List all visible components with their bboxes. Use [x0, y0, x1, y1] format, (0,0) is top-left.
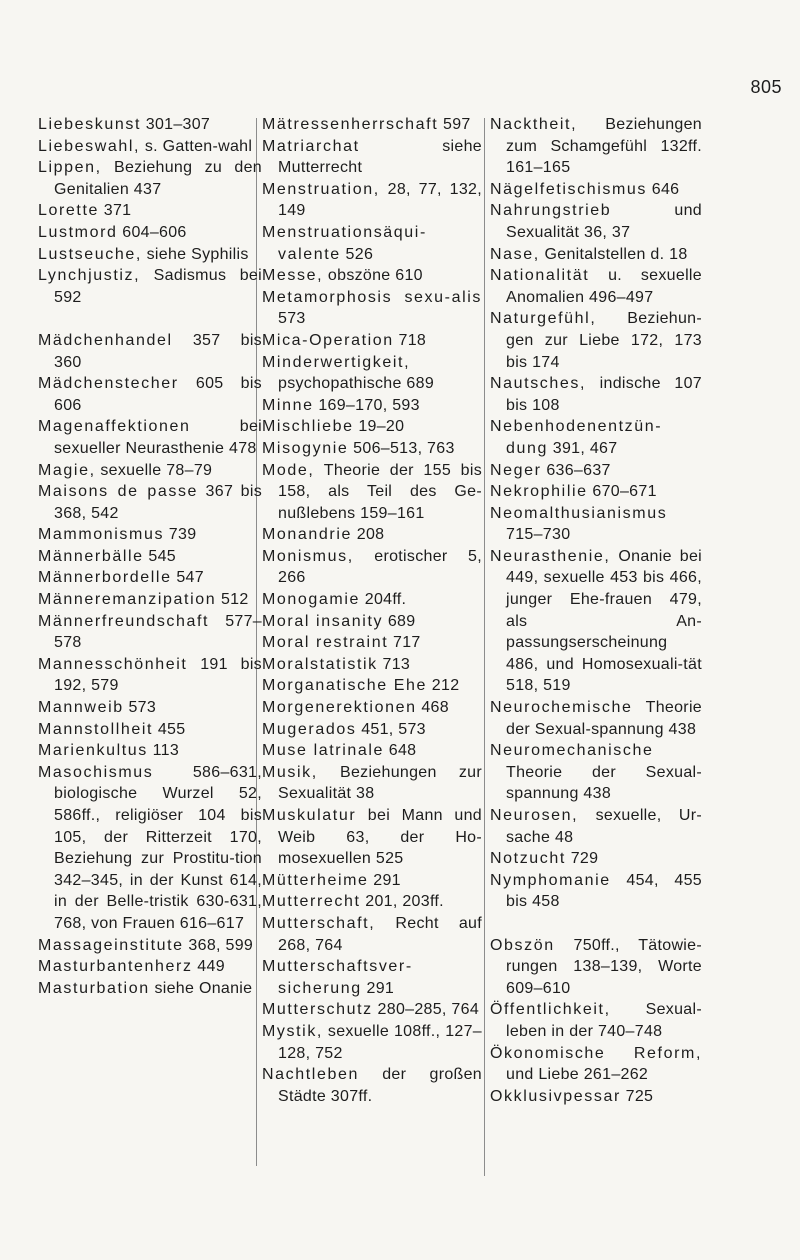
- index-references: 454, 455 bis 458: [506, 871, 702, 911]
- index-term: Magenaffektionen: [38, 418, 191, 436]
- index-term: Nekrophilie: [490, 483, 588, 501]
- index-entry: [490, 503, 702, 546]
- index-references: 512: [216, 591, 249, 609]
- index-references: 577–578: [54, 612, 262, 652]
- index-references: 201, 203ff.: [360, 893, 444, 911]
- index-entry: [262, 611, 482, 633]
- index-references: 367 bis 368, 542: [54, 483, 262, 522]
- index-entry: [262, 632, 482, 654]
- index-entry: [262, 179, 482, 222]
- index-entry: [490, 179, 702, 201]
- index-term: Nationalität: [490, 267, 590, 285]
- index-references: u. sexuelle Anomalien 496–497: [506, 267, 702, 306]
- index-references: 113: [147, 742, 180, 760]
- index-entry: [262, 114, 482, 136]
- index-entry: [262, 891, 482, 913]
- index-entry: [38, 546, 262, 568]
- index-entry: [262, 438, 482, 460]
- index-entry: [262, 352, 482, 395]
- index-references: Beziehungen zum Schamgefühl 132ff. 161–165: [506, 116, 702, 177]
- index-term: Nymphomanie: [490, 871, 611, 889]
- index-column-2: [262, 114, 482, 1107]
- index-references: Sadismus bei 592: [54, 267, 262, 306]
- index-references: 204ff.: [360, 591, 407, 609]
- index-column-1: [38, 114, 262, 999]
- index-references: 729: [565, 850, 599, 868]
- index-references: 670–671: [587, 483, 657, 501]
- index-column-3: [490, 114, 702, 1107]
- index-term: Öffentlichkeit,: [490, 1001, 611, 1019]
- index-references: Onanie bei 449, sexuelle 453 bis 466, junger Ehe-frauen 479, als An-passungserscheinung 486, und Homosexuali-tät 518, 519: [506, 547, 702, 695]
- index-entry: [262, 589, 482, 611]
- index-entry: [262, 913, 482, 956]
- index-term: Monandrie: [262, 526, 353, 544]
- index-entry: [262, 546, 482, 589]
- index-references: Beziehung zu den Genitalien 437: [54, 159, 262, 198]
- index-term: Masturbantenherz: [38, 958, 193, 976]
- index-references: 573: [278, 310, 306, 328]
- index-references: der großen Städte 307ff.: [278, 1066, 482, 1105]
- index-references: 718: [393, 331, 427, 349]
- index-entry: [490, 481, 702, 503]
- index-term: Matriarchat: [262, 137, 360, 155]
- index-references: 636–637: [541, 461, 611, 479]
- index-term: Mutterschutz: [262, 1001, 373, 1019]
- index-term: Neger: [490, 461, 542, 479]
- index-entry: [38, 567, 262, 589]
- index-entry: [262, 395, 482, 417]
- index-entry: [38, 265, 262, 308]
- index-references: 689: [383, 612, 416, 630]
- index-references: 191 bis 192, 579: [54, 655, 262, 695]
- index-entry: [490, 373, 702, 416]
- index-references: 301–307: [141, 116, 211, 133]
- index-references: bei sexueller Neurasthenie 478: [54, 418, 262, 457]
- index-entry: [262, 675, 482, 697]
- index-term: Männerbälle: [38, 547, 144, 565]
- index-entry: [490, 200, 702, 243]
- index-references: 739: [164, 526, 197, 544]
- index-entry: [262, 956, 482, 999]
- index-references: s. Gatten-wahl: [140, 137, 253, 155]
- index-term: Nacktheit,: [490, 116, 578, 133]
- index-entry: [38, 460, 262, 482]
- index-entry: [490, 740, 702, 805]
- index-entry: [490, 308, 702, 373]
- index-entry: [490, 265, 702, 308]
- index-term: Moral restraint: [262, 634, 389, 652]
- index-entry: [262, 870, 482, 892]
- index-references: Theorie der 155 bis 158, als Teil des Ge-nußlebens 159–161: [278, 461, 482, 522]
- index-entry: [490, 935, 702, 1000]
- index-entry: [38, 524, 262, 546]
- index-entry: [262, 719, 482, 741]
- index-references: 605 bis 606: [54, 375, 262, 414]
- index-references: 545: [143, 547, 176, 565]
- index-term: Moralstatistik: [262, 655, 378, 673]
- index-term: Naturgefühl,: [490, 310, 597, 328]
- index-references: erotischer 5, 266: [278, 547, 482, 587]
- index-references: 291: [368, 871, 401, 889]
- index-term: Männerfreundschaft: [38, 612, 210, 630]
- index-entry: [38, 589, 262, 611]
- index-entry: [262, 265, 482, 287]
- index-references: 717: [388, 634, 421, 652]
- index-term: Obszön: [490, 936, 555, 954]
- index-term: Morgenerektionen: [262, 699, 417, 717]
- index-references: 357 bis 360: [54, 331, 262, 371]
- index-term: Lynchjustiz,: [38, 267, 141, 285]
- index-term: Mischliebe: [262, 418, 354, 436]
- index-references: und Sexualität 36, 37: [506, 202, 702, 241]
- index-references: 212: [427, 677, 460, 695]
- index-term: Mammonismus: [38, 526, 165, 544]
- index-entry: [262, 524, 482, 546]
- index-references: 713: [377, 655, 411, 673]
- index-entry: [262, 1064, 482, 1107]
- index-entry: [262, 330, 482, 352]
- index-term: Mode,: [262, 461, 315, 479]
- index-entry: [38, 157, 262, 200]
- index-entry: [262, 287, 482, 330]
- index-term: Lippen,: [38, 159, 102, 177]
- index-entry: [38, 136, 262, 158]
- index-term: Männerbordelle: [38, 569, 172, 587]
- index-references: 391, 467: [548, 439, 618, 457]
- index-entry: [38, 978, 262, 1000]
- index-references: Beziehungen zur Sexualität 38: [278, 763, 482, 803]
- index-references: sexuelle, Ur-sache 48: [506, 807, 702, 846]
- index-term: Nase,: [490, 245, 540, 263]
- index-term: Mannweib: [38, 699, 124, 717]
- index-entry: [38, 654, 262, 697]
- index-references: und Liebe 261–262: [506, 1066, 649, 1084]
- index-entry: [262, 222, 482, 265]
- index-term: Nautsches,: [490, 375, 587, 393]
- index-term: Musik,: [262, 763, 318, 781]
- index-entry: [38, 222, 262, 244]
- index-term: Nebenhodenentzün-dung: [490, 418, 663, 457]
- index-term: Neurasthenie,: [490, 547, 611, 565]
- index-references: Theorie der Sexual-spannung 438: [506, 763, 702, 803]
- index-entry: [38, 330, 262, 373]
- index-references: Theorie der Sexual-spannung 438: [506, 699, 702, 738]
- index-entry: [38, 200, 262, 222]
- index-term: Nahrungstrieb: [490, 202, 612, 220]
- index-term: Magie,: [38, 461, 96, 479]
- index-term: Okklusivpessar: [490, 1087, 621, 1105]
- index-term: Morganatische Ehe: [262, 677, 428, 695]
- index-term: Monogamie: [262, 591, 361, 609]
- index-term: Minne: [262, 396, 314, 414]
- index-term: Mannesschönheit: [38, 655, 188, 673]
- index-entry: [262, 740, 482, 762]
- index-term: Misogynie: [262, 439, 349, 457]
- index-references: 750ff., Tätowie-rungen 138–139, Worte 609–610: [506, 936, 702, 997]
- index-references: Sexual-leben in der 740–748: [506, 1001, 702, 1040]
- index-references: 208: [352, 526, 385, 544]
- index-term: Mutterschaft,: [262, 914, 376, 932]
- index-references: 291: [361, 979, 395, 997]
- index-references: 646: [647, 180, 680, 198]
- index-term: Lustseuche,: [38, 245, 142, 263]
- index-term: Mütterheime: [262, 871, 369, 889]
- index-entry: [38, 719, 262, 741]
- index-entry: [490, 697, 702, 740]
- index-entry: [490, 546, 702, 697]
- index-term: Messe,: [262, 267, 324, 285]
- index-references: 280–285, 764: [372, 1001, 480, 1019]
- index-entry: [38, 244, 262, 266]
- index-references: 597: [438, 116, 471, 133]
- index-references: Genitalstellen d. 18: [539, 245, 688, 263]
- index-references: 169–170, 593: [313, 396, 420, 414]
- index-term: Metamorphosis sexu-alis: [262, 288, 482, 306]
- index-term: Neurosen,: [490, 807, 579, 824]
- index-references: 506–513, 763: [348, 439, 455, 457]
- index-term: Masturbation: [38, 979, 150, 997]
- index-entry: [490, 460, 702, 482]
- index-term: Nachtleben: [262, 1066, 359, 1084]
- index-term: Notzucht: [490, 850, 566, 868]
- index-term: Neomalthusianismus: [490, 504, 668, 522]
- index-term: Mätressenherrschaft: [262, 116, 439, 133]
- index-entry: [490, 244, 702, 266]
- index-references: siehe Mutterrecht: [278, 137, 482, 177]
- index-entry: [262, 654, 482, 676]
- index-references: 468: [416, 699, 449, 717]
- index-term: Nägelfetischismus: [490, 180, 648, 198]
- column-divider: [484, 118, 485, 1176]
- index-entry: [262, 416, 482, 438]
- index-term: Marienkultus: [38, 742, 148, 760]
- index-term: Mädchenstecher: [38, 375, 179, 393]
- index-references: 526: [340, 245, 374, 263]
- index-references: bei Mann und Weib 63, der Ho-mosexuellen 525: [278, 807, 482, 868]
- index-term: Mutterschaftsver-sicherung: [262, 958, 413, 997]
- index-term: Moral insanity: [262, 612, 384, 630]
- index-term: Ökonomische Reform,: [490, 1044, 702, 1062]
- index-term: Lorette: [38, 202, 100, 220]
- index-term: Muskulatur: [262, 807, 357, 824]
- page-number: 805: [750, 77, 782, 97]
- index-references: 371: [99, 202, 132, 220]
- index-references: 449: [192, 958, 225, 976]
- index-references: 368, 599: [183, 936, 254, 954]
- index-references: 451, 573: [356, 720, 426, 738]
- index-entry: [38, 935, 262, 957]
- index-term: Mugerados: [262, 720, 357, 738]
- index-term: Monismus,: [262, 547, 354, 565]
- index-term: Masochismus: [38, 763, 154, 781]
- index-term: Mädchenhandel: [38, 331, 173, 349]
- index-entry: [38, 697, 262, 719]
- index-term: Neurochemische: [490, 699, 633, 717]
- index-entry: [38, 762, 262, 935]
- index-term: Mica-Operation: [262, 331, 394, 349]
- index-references: 648: [384, 742, 417, 760]
- index-entry: [262, 999, 482, 1021]
- index-term: Lustmord: [38, 223, 118, 241]
- index-entry: [262, 805, 482, 870]
- index-term: Maisons de passe: [38, 483, 199, 501]
- index-references: sexuelle 78–79: [95, 461, 213, 479]
- index-term: Männeremanzipation: [38, 591, 217, 609]
- index-entry: [38, 373, 262, 416]
- index-references: Beziehun-gen zur Liebe 172, 173 bis 174: [506, 310, 702, 371]
- index-term: Menstruationsäqui-valente: [262, 223, 427, 263]
- index-entry: [490, 114, 702, 179]
- index-entry: [490, 1086, 702, 1108]
- index-entry: [490, 805, 702, 848]
- index-references: 573: [123, 699, 157, 717]
- index-entry: [38, 611, 262, 654]
- index-entry: [38, 416, 262, 459]
- index-entry: [262, 697, 482, 719]
- index-term: Menstruation,: [262, 180, 380, 198]
- index-term: Muse latrinale: [262, 742, 385, 760]
- index-references: indische 107 bis 108: [506, 375, 702, 414]
- index-references: sexuelle 108ff., 127–128, 752: [278, 1022, 482, 1062]
- index-entry: [262, 136, 482, 179]
- index-references: 604–606: [117, 223, 187, 241]
- index-references: psychopathische 689: [278, 375, 435, 393]
- index-entry: [490, 999, 702, 1042]
- index-references: siehe Syphilis: [141, 245, 249, 263]
- index-term: Minderwertigkeit,: [262, 353, 411, 371]
- index-term: Neuromechanische: [490, 742, 654, 760]
- index-references: Recht auf 268, 764: [278, 914, 482, 954]
- index-references: 586–631, biologische Wurzel 52, 586ff., religiöser 104 bis 105, der Ritterzeit 170, Beziehung zur Prostitu-tion 342–345, in der Kunst 614, in der Belle-tristik 630-631, 768, von Frauen 616–617: [54, 763, 262, 932]
- index-term: Massageinstitute: [38, 936, 184, 954]
- index-references: 715–730: [506, 526, 571, 544]
- index-term: Mystik,: [262, 1022, 323, 1040]
- index-references: obszöne 610: [323, 267, 423, 285]
- index-entry: [262, 762, 482, 805]
- index-entry: [38, 114, 262, 136]
- index-term: Liebeswahl,: [38, 137, 141, 155]
- index-references: 28, 77, 132, 149: [278, 180, 482, 220]
- index-term: Liebeskunst: [38, 116, 141, 133]
- index-entry: [490, 870, 702, 913]
- index-entry: [262, 1021, 482, 1064]
- index-entry: [38, 956, 262, 978]
- index-references: 19–20: [353, 418, 405, 436]
- index-term: Mannstollheit: [38, 720, 154, 738]
- index-references: 547: [171, 569, 204, 587]
- index-entry: [262, 460, 482, 525]
- index-entry: [490, 1043, 702, 1086]
- index-entry: [38, 481, 262, 524]
- index-entry: [490, 416, 702, 459]
- index-entry: [38, 740, 262, 762]
- index-references: siehe Onanie: [149, 979, 253, 997]
- index-term: Mutterrecht: [262, 893, 361, 911]
- index-references: 725: [620, 1087, 654, 1105]
- index-entry: [490, 848, 702, 870]
- index-references: 455: [153, 720, 186, 738]
